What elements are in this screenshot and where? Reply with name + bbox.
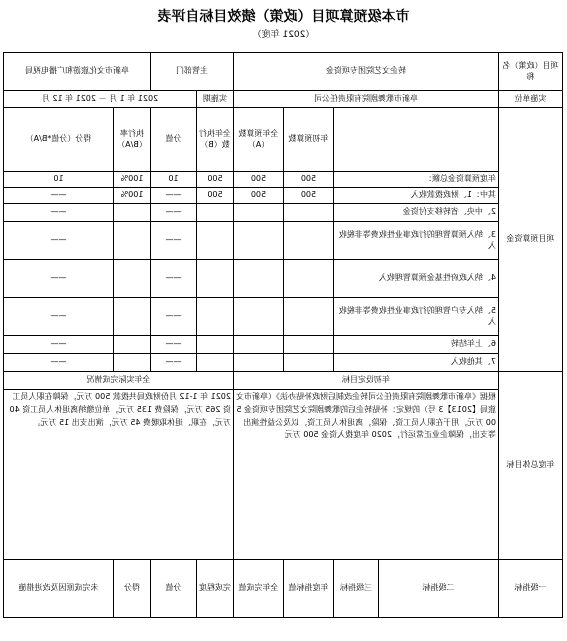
impl-row	[3, 91, 562, 108]
budget-cell	[114, 298, 151, 336]
budget-row	[3, 188, 562, 204]
budget-cell	[284, 222, 334, 260]
budget-cell: ——	[3, 204, 113, 222]
budget-cell: ——	[151, 222, 197, 260]
budget-cell: 500	[284, 172, 334, 188]
budget-cell	[197, 260, 234, 298]
budget-row	[3, 172, 562, 188]
budget-cell: 10	[151, 172, 197, 188]
budget-col-blank	[334, 108, 499, 172]
footer-col-header: 一级指标	[499, 560, 563, 618]
budget-cell: ——	[151, 188, 197, 204]
budget-cell	[234, 354, 284, 372]
footer-col-header: 得分	[114, 560, 151, 618]
budget-cell: ——	[3, 298, 113, 336]
goals-plan-text: 根据《阜新市歌舞剧院有限责任公司转企改制后财政补贴办法》（阜新市文旅局【2013】3 号）的规定：补贴转企后的歌舞剧院文艺院团专项资金 500 万元，用于在职人员工资、保险，离退休人员工资，以及公益性演出等支出，保障企业正常运行，2020 年度拨入资金 500 万元	[234, 390, 499, 560]
budget-row	[3, 354, 562, 372]
impl-label: 实施单位	[499, 91, 563, 108]
dept-value: 阜新市文化旅游和广播电视局	[3, 53, 150, 91]
budget-cell: 100%	[114, 172, 151, 188]
budget-col-header: 分值	[151, 108, 197, 172]
budget-cell	[114, 222, 151, 260]
budget-cell	[197, 204, 234, 222]
budget-cell	[284, 204, 334, 222]
budget-row-label: 2、中央、省转移支付资金	[334, 204, 499, 222]
budget-col-header: 得分（分值*B/A）	[3, 108, 113, 172]
budget-cell: ——	[151, 298, 197, 336]
period-label: 实施期	[197, 91, 234, 108]
budget-cell: ——	[3, 336, 113, 354]
budget-cell	[284, 298, 334, 336]
budget-header-row	[3, 108, 562, 172]
goals-section-label: 年度总体目标	[499, 372, 563, 560]
period-value: 2021 年 1 月 － 2021 年 12 月	[3, 91, 196, 108]
budget-cell: ——	[3, 188, 113, 204]
budget-cell: 500	[234, 172, 284, 188]
budget-row-label: 6、上年结转	[334, 336, 499, 354]
impl-value: 阜新市歌舞剧院有限责任公司	[234, 91, 499, 108]
project-name-label: 项目（政策）名称	[499, 53, 563, 91]
budget-row	[3, 298, 562, 336]
project-name-value: 转企文艺院团专项资金	[234, 53, 499, 91]
budget-row	[3, 204, 562, 222]
budget-cell: 10	[3, 172, 113, 188]
budget-row-label: 7、其他收入	[334, 354, 499, 372]
budget-cell: ——	[151, 336, 197, 354]
budget-cell	[284, 354, 334, 372]
budget-cell	[197, 354, 234, 372]
budget-cell: 500	[234, 188, 284, 204]
budget-cell	[284, 336, 334, 354]
budget-row-label: 年度预算资金总额：	[334, 172, 499, 188]
budget-cell: 500	[197, 188, 234, 204]
goals-header-row	[3, 372, 562, 390]
footer-col-header: 全年完成值	[234, 560, 284, 618]
budget-row-label: 3、纳入预算管理的行政事业性收费等非税收入	[334, 222, 499, 260]
budget-cell: 500	[284, 188, 334, 204]
budget-section-label: 项目预算资金	[499, 108, 563, 372]
budget-cell: ——	[3, 222, 113, 260]
footer-header-row	[3, 560, 562, 618]
budget-row-label: 5、纳入专户管理的行政事业性收费等非税收入	[334, 298, 499, 336]
budget-cell	[284, 260, 334, 298]
budget-cell	[234, 222, 284, 260]
budget-col-header: 全年执行数（B）	[197, 108, 234, 172]
page-title: 市本级预算项目（政策）绩效目标自评表	[157, 9, 410, 25]
budget-row-label: 其中：1、财政拨款收入	[334, 188, 499, 204]
goals-plan-label: 年初设定目标	[234, 372, 499, 390]
budget-row	[3, 336, 562, 354]
budget-cell	[114, 336, 151, 354]
footer-col-header: 完成程度	[197, 560, 234, 618]
footer-col-header: 年度指标值	[284, 560, 334, 618]
budget-col-header: 全年预算数（A）	[234, 108, 284, 172]
budget-cell	[197, 222, 234, 260]
budget-row	[3, 260, 562, 298]
budget-cell	[234, 204, 284, 222]
budget-cell: ——	[3, 354, 113, 372]
budget-row	[3, 222, 562, 260]
footer-col-header: 二级指标	[379, 560, 499, 618]
budget-cell: ——	[151, 260, 197, 298]
budget-cell	[234, 298, 284, 336]
budget-cell: ——	[151, 204, 197, 222]
goals-actual-label: 全年实际完成情况	[3, 372, 233, 390]
project-name-row	[3, 53, 562, 91]
budget-col-header: 执行率（B/A）	[114, 108, 151, 172]
footer-col-header: 分值	[151, 560, 197, 618]
budget-cell	[197, 298, 234, 336]
budget-cell	[234, 260, 284, 298]
budget-cell	[197, 336, 234, 354]
page-subtitle: （2021 年度）	[252, 30, 315, 40]
evaluation-table	[3, 52, 563, 618]
footer-col-header: 未完成原因及改进措施	[3, 560, 113, 618]
goals-text-row	[3, 390, 562, 560]
budget-cell: ——	[3, 260, 113, 298]
budget-cell	[114, 354, 151, 372]
goals-actual-text: 2021 年 1-12 月份财政局共拨款 500 万元，保障在职人员工资 265 万元，保险费 135 万元，单位缴纳离退休人员工资 40 万元，在职、退休取暖费 45 万元，演出支出 15 万元。	[3, 390, 233, 560]
dept-label: 主管部门	[151, 53, 234, 91]
budget-row-label: 4、纳入政府性基金预算管理收入	[334, 260, 499, 298]
budget-cell	[114, 260, 151, 298]
budget-cell: ——	[151, 354, 197, 372]
budget-cell	[234, 336, 284, 354]
footer-col-header: 三级指标	[334, 560, 379, 618]
budget-cell	[114, 204, 151, 222]
budget-col-header: 年初预算数	[284, 108, 334, 172]
budget-cell: 500	[197, 172, 234, 188]
budget-cell: 100%	[114, 188, 151, 204]
